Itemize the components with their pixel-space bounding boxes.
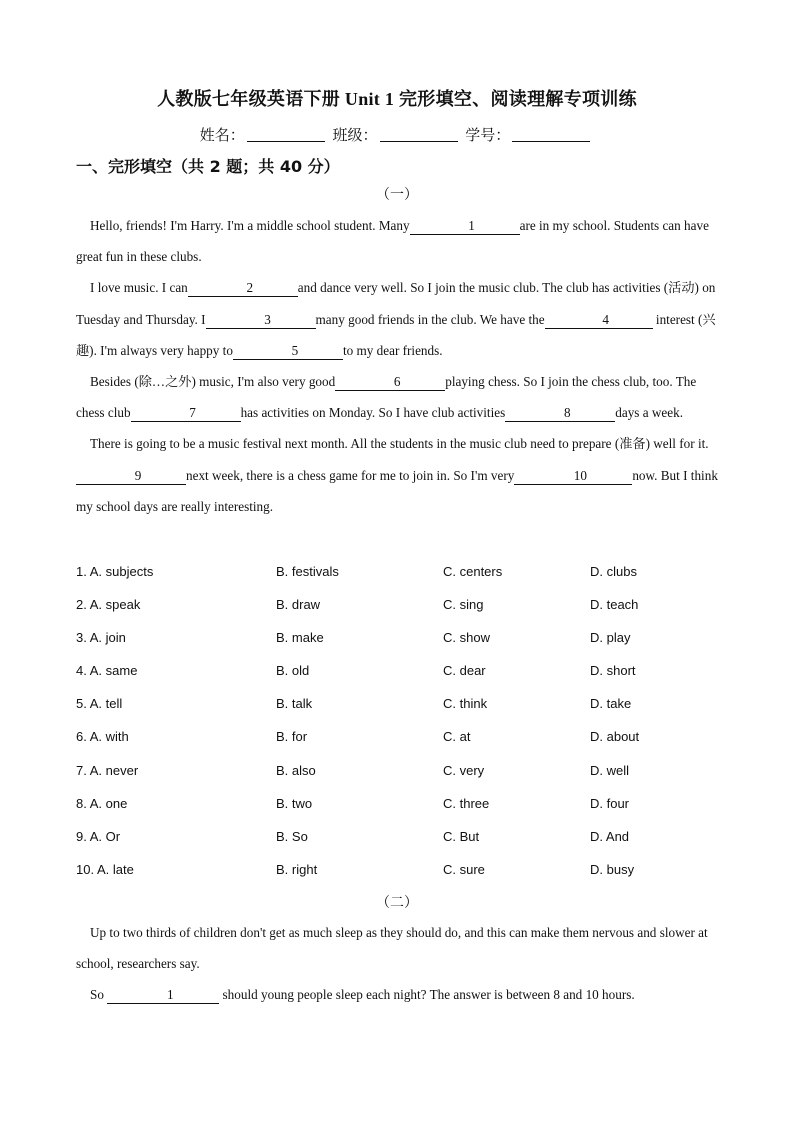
option-d[interactable]: D. take [590, 696, 632, 712]
text-run: interest (兴趣). I'm always very happy to [76, 311, 716, 358]
option-d[interactable]: D. four [590, 795, 630, 811]
text-run: So [90, 987, 104, 1003]
text-run: should young people sleep each night? The answer is between 8 and 10 hours. [222, 987, 635, 1003]
student-info-line [0, 124, 794, 145]
text-run: days a week. [615, 405, 683, 421]
passage-2-paragraph [76, 979, 718, 1010]
number-blank[interactable] [512, 127, 590, 142]
page-title: 人教版七年级英语下册 Unit 1 完形填空、阅读理解专项训练 [157, 89, 637, 109]
passage-1-paragraph [76, 366, 718, 428]
option-b[interactable]: B. also [276, 762, 316, 778]
blank-1[interactable]: 1 [410, 218, 520, 235]
option-d[interactable]: D. teach [590, 597, 639, 613]
blank-5[interactable]: 5 [233, 343, 343, 360]
option-b[interactable]: B. for [276, 729, 308, 745]
name-blank[interactable] [247, 127, 325, 142]
blank-2-1[interactable]: 1 [107, 987, 219, 1004]
option-a[interactable]: 8. A. one [76, 795, 128, 811]
option-b[interactable]: B. two [276, 795, 313, 811]
option-row [76, 790, 726, 823]
option-d[interactable]: D. play [590, 630, 631, 646]
text-run: to my dear friends. [342, 342, 443, 358]
option-c[interactable]: C. three [443, 795, 490, 811]
option-d[interactable]: D. well [590, 762, 630, 778]
option-b[interactable]: B. festivals [276, 564, 339, 579]
option-b[interactable]: B. right [276, 861, 318, 877]
option-a[interactable]: 6. A. with [76, 729, 129, 745]
option-row [76, 591, 726, 624]
section-heading: 一、完形填空（共 2 题；共 40 分） [76, 157, 340, 176]
option-b[interactable]: B. talk [276, 696, 313, 712]
part1-label: （一） [376, 188, 418, 203]
option-c[interactable]: C. But [443, 828, 480, 844]
option-d[interactable]: D. short [590, 663, 636, 679]
option-d[interactable]: D. about [590, 729, 640, 745]
option-c[interactable]: C. centers [443, 564, 503, 579]
option-b[interactable]: B. So [276, 828, 308, 844]
text-run: has activities on Monday. So I have club activities [240, 405, 506, 421]
passage-2 [76, 917, 718, 1011]
option-a[interactable]: 7. A. never [76, 762, 139, 778]
option-row [76, 757, 726, 790]
class-blank[interactable] [380, 127, 458, 142]
option-c[interactable]: C. sure [443, 861, 485, 877]
blank-8[interactable]: 8 [505, 405, 615, 422]
text-run: now. But I think my school days are really interesting. [76, 467, 718, 514]
option-row [76, 624, 726, 657]
option-a[interactable]: 10. A. late [76, 861, 134, 877]
option-a[interactable]: 3. A. join [76, 630, 126, 646]
option-a[interactable]: 2. A. speak [76, 597, 141, 613]
blank-2[interactable]: 2 [188, 280, 298, 297]
option-c[interactable]: C. show [443, 630, 490, 646]
text-run: Besides (除…之外) music, I'm also very good [90, 374, 336, 390]
option-b[interactable]: B. draw [276, 597, 321, 613]
option-row [76, 856, 726, 889]
name-label: 姓名： [199, 128, 245, 144]
text-run: are in my school. Students can have great fun in these clubs. [76, 218, 709, 265]
blank-6[interactable]: 6 [335, 374, 445, 391]
option-c[interactable]: C. dear [443, 663, 486, 679]
option-row [76, 690, 726, 723]
text-run: Hello, friends! I'm Harry. I'm a middle school student. Many [90, 218, 410, 233]
options-list [76, 558, 726, 889]
blank-10[interactable]: 10 [514, 468, 632, 485]
text-run: I love music. I can [90, 280, 188, 296]
class-label: 班级： [332, 128, 378, 144]
option-row [76, 657, 726, 690]
number-label: 学号： [465, 128, 511, 144]
option-a[interactable]: 4. A. same [76, 663, 138, 679]
blank-7[interactable]: 7 [131, 405, 241, 422]
blank-3[interactable]: 3 [206, 312, 316, 329]
option-c[interactable]: C. think [443, 696, 488, 712]
blank-9[interactable]: 9 [76, 468, 186, 485]
passage-1-paragraph [76, 428, 718, 522]
part2-label: （二） [376, 896, 418, 911]
text-run: playing chess. So I join the chess club, too. The chess club [76, 374, 697, 421]
option-row [76, 823, 726, 856]
text-run: There is going to be a music festival next month. All the students in the music club need to prepare (准备) well for it. [90, 436, 709, 452]
option-c[interactable]: C. at [443, 729, 471, 745]
option-a[interactable]: 9. A. Or [76, 828, 121, 844]
option-c[interactable]: C. sing [443, 597, 484, 613]
option-d[interactable]: D. busy [590, 861, 635, 877]
passage-2-paragraph: Up to two thirds of children don't get as much sleep as they should do, and this can make them nervous and slower at school, researchers say. [76, 925, 708, 972]
option-b[interactable]: B. old [276, 663, 310, 679]
text-run: next week, there is a chess game for me to join in. So I'm very [186, 467, 515, 483]
option-a[interactable]: 5. A. tell [76, 696, 123, 712]
passage-1-paragraph [76, 210, 718, 272]
option-d[interactable]: D. clubs [590, 564, 637, 579]
text-run: and dance very well. So I join the music club. The club has activities (活动) on Tuesday and Thursday. I [76, 280, 716, 327]
option-row [76, 723, 726, 756]
option-b[interactable]: B. make [276, 630, 324, 646]
blank-4[interactable]: 4 [545, 312, 653, 329]
option-c[interactable]: C. very [443, 762, 485, 778]
passage-1 [76, 210, 718, 522]
option-row [76, 558, 726, 591]
passage-1-paragraph [76, 272, 718, 366]
option-a[interactable]: 1. A. subjects [76, 564, 154, 579]
text-run: many good friends in the club. We have the [315, 311, 545, 327]
option-d[interactable]: D. And [590, 828, 630, 844]
